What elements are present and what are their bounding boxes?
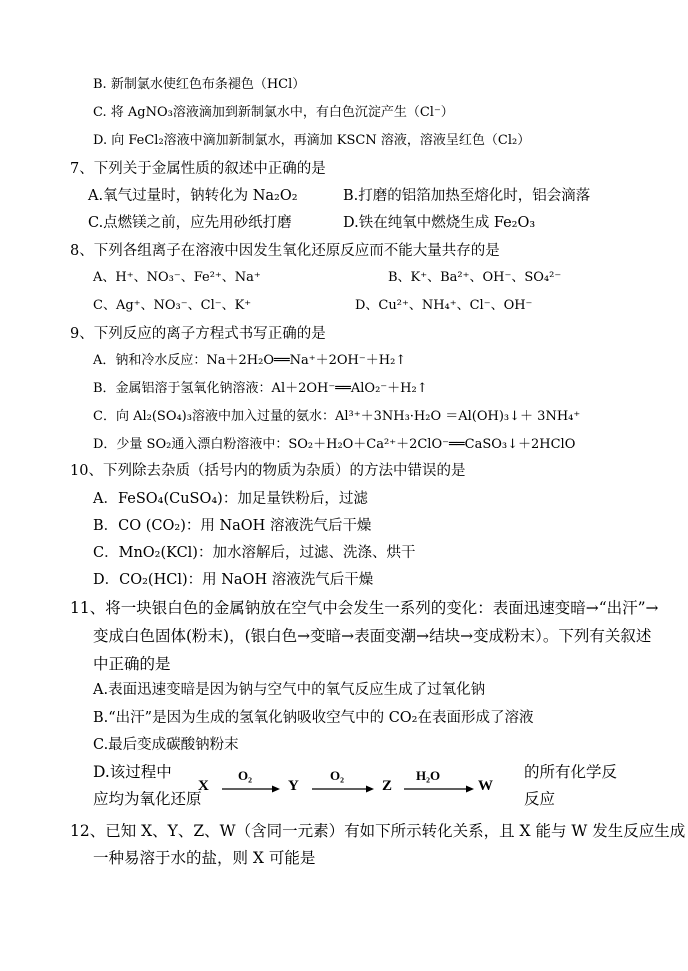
question-7: 7、下列关于金属性质的叙述中正确的是 xyxy=(70,161,326,177)
arrow-icon xyxy=(222,784,280,794)
q11-option-b: B.“出汗”是因为生成的氢氧化钠吸收空气中的 CO₂在表面形成了溶液 xyxy=(93,710,534,726)
question-12-line-1: 12、已知 X、Y、Z、W（含同一元素）有如下所示转化关系，且 X 能与 W 发生反应生成 xyxy=(70,822,686,840)
q10-option-a: A．FeSO₄(CuSO₄)：加足量铁粉后，过滤 xyxy=(93,491,368,507)
question-11-line-2: 变成白色固体(粉末)，(银白色→变暗→表面变潮→结块→变成粉末）。下列有关叙述 xyxy=(93,627,652,645)
scheme-y: Y xyxy=(288,778,299,794)
q9-option-a: A．钠和冷水反应：Na＋2H₂O══Na⁺＋2OH⁻＋H₂↑ xyxy=(93,353,407,368)
question-11-line-1: 11、将一块银白色的金属钠放在空气中会发生一系列的变化：表面迅速变暗→“出汗”→ xyxy=(70,599,659,617)
arrow-icon xyxy=(404,784,474,794)
question-12-line-2: 一种易溶于水的盐，则 X 可能是 xyxy=(93,849,316,867)
scheme-w: W xyxy=(478,778,493,794)
scheme-reagent-3: H₂O xyxy=(416,768,441,783)
arrow-icon xyxy=(312,784,374,794)
q8-option-b: B、K⁺、Ba²⁺、OH⁻、SO₄²⁻ xyxy=(388,270,562,285)
question-11-line-3: 中正确的是 xyxy=(93,655,171,673)
q10-option-d: D．CO₂(HCl)：用 NaOH 溶液洗气后干燥 xyxy=(93,572,374,588)
q11-option-a: A.表面迅速变暗是因为钠与空气中的氧气反应生成了过氧化钠 xyxy=(93,682,486,698)
q8-option-c: C、Ag⁺、NO₃⁻、Cl⁻、K⁺ xyxy=(93,298,252,313)
q11-option-d-part3: 的所有化学反 xyxy=(524,763,618,781)
question-8: 8、下列各组离子在溶液中因发生氧化还原反应而不能大量共存的是 xyxy=(70,243,500,259)
q7-option-d: D.铁在纯氧中燃烧生成 Fe₂O₃ xyxy=(343,215,536,231)
line-option-c-prev: C. 将 AgNO₃溶液滴加到新制氯水中，有白色沉淀产生（Cl⁻） xyxy=(93,105,454,120)
q10-option-b: B．CO (CO₂)：用 NaOH 溶液洗气后干燥 xyxy=(93,518,372,534)
q11-option-d-part2: 应均为氧化还原 xyxy=(93,790,202,808)
q11-option-d-part4: 反应 xyxy=(524,790,556,808)
q7-option-b: B.打磨的铝箔加热至熔化时，铝会滴落 xyxy=(343,188,591,204)
line-option-d-prev: D. 向 FeCl₂溶液中滴加新制氯水，再滴加 KSCN 溶液，溶液呈红色（Cl₂） xyxy=(93,133,531,148)
line-option-b-prev: B. 新制氯水使红色布条褪色（HCl） xyxy=(93,77,306,92)
q9-option-c: C．向 Al₂(SO₄)₃溶液中加入过量的氨水：Al³⁺＋3NH₃·H₂O ＝Al(OH)₃↓＋ 3NH₄⁺ xyxy=(93,409,581,424)
scheme-x: X xyxy=(198,778,209,794)
scheme-z: Z xyxy=(382,778,393,794)
q9-option-d: D．少量 SO₂通入漂白粉溶液中：SO₂＋H₂O＋Ca²⁺＋2ClO⁻══CaSO₃↓＋2HClO xyxy=(93,437,576,452)
q9-option-b: B．金属铝溶于氢氧化钠溶液：Al＋2OH⁻══AlO₂⁻＋H₂↑ xyxy=(93,381,428,396)
question-10: 10、下列除去杂质（括号内的物质为杂质）的方法中错误的是 xyxy=(70,463,466,479)
q11-option-c: C.最后变成碳酸钠粉末 xyxy=(93,737,239,753)
q7-option-a: A.氧气过量时，钠转化为 Na₂O₂ xyxy=(88,188,298,204)
q8-option-a: A、H⁺、NO₃⁻、Fe²⁺、Na⁺ xyxy=(93,270,261,285)
q11-option-d-part1: D.该过程中 xyxy=(93,763,172,781)
scheme-reagent-2: O₂ xyxy=(330,768,345,783)
reaction-scheme xyxy=(196,768,506,808)
q8-option-d: D、Cu²⁺、NH₄⁺、Cl⁻、OH⁻ xyxy=(355,298,533,313)
question-9: 9、下列反应的离子方程式书写正确的是 xyxy=(70,326,326,342)
q7-option-c: C.点燃镁之前，应先用砂纸打磨 xyxy=(88,215,292,231)
q10-option-c: C．MnO₂(KCl)：加水溶解后，过滤、洗涤、烘干 xyxy=(93,545,416,561)
scheme-reagent-1: O₂ xyxy=(238,768,253,783)
